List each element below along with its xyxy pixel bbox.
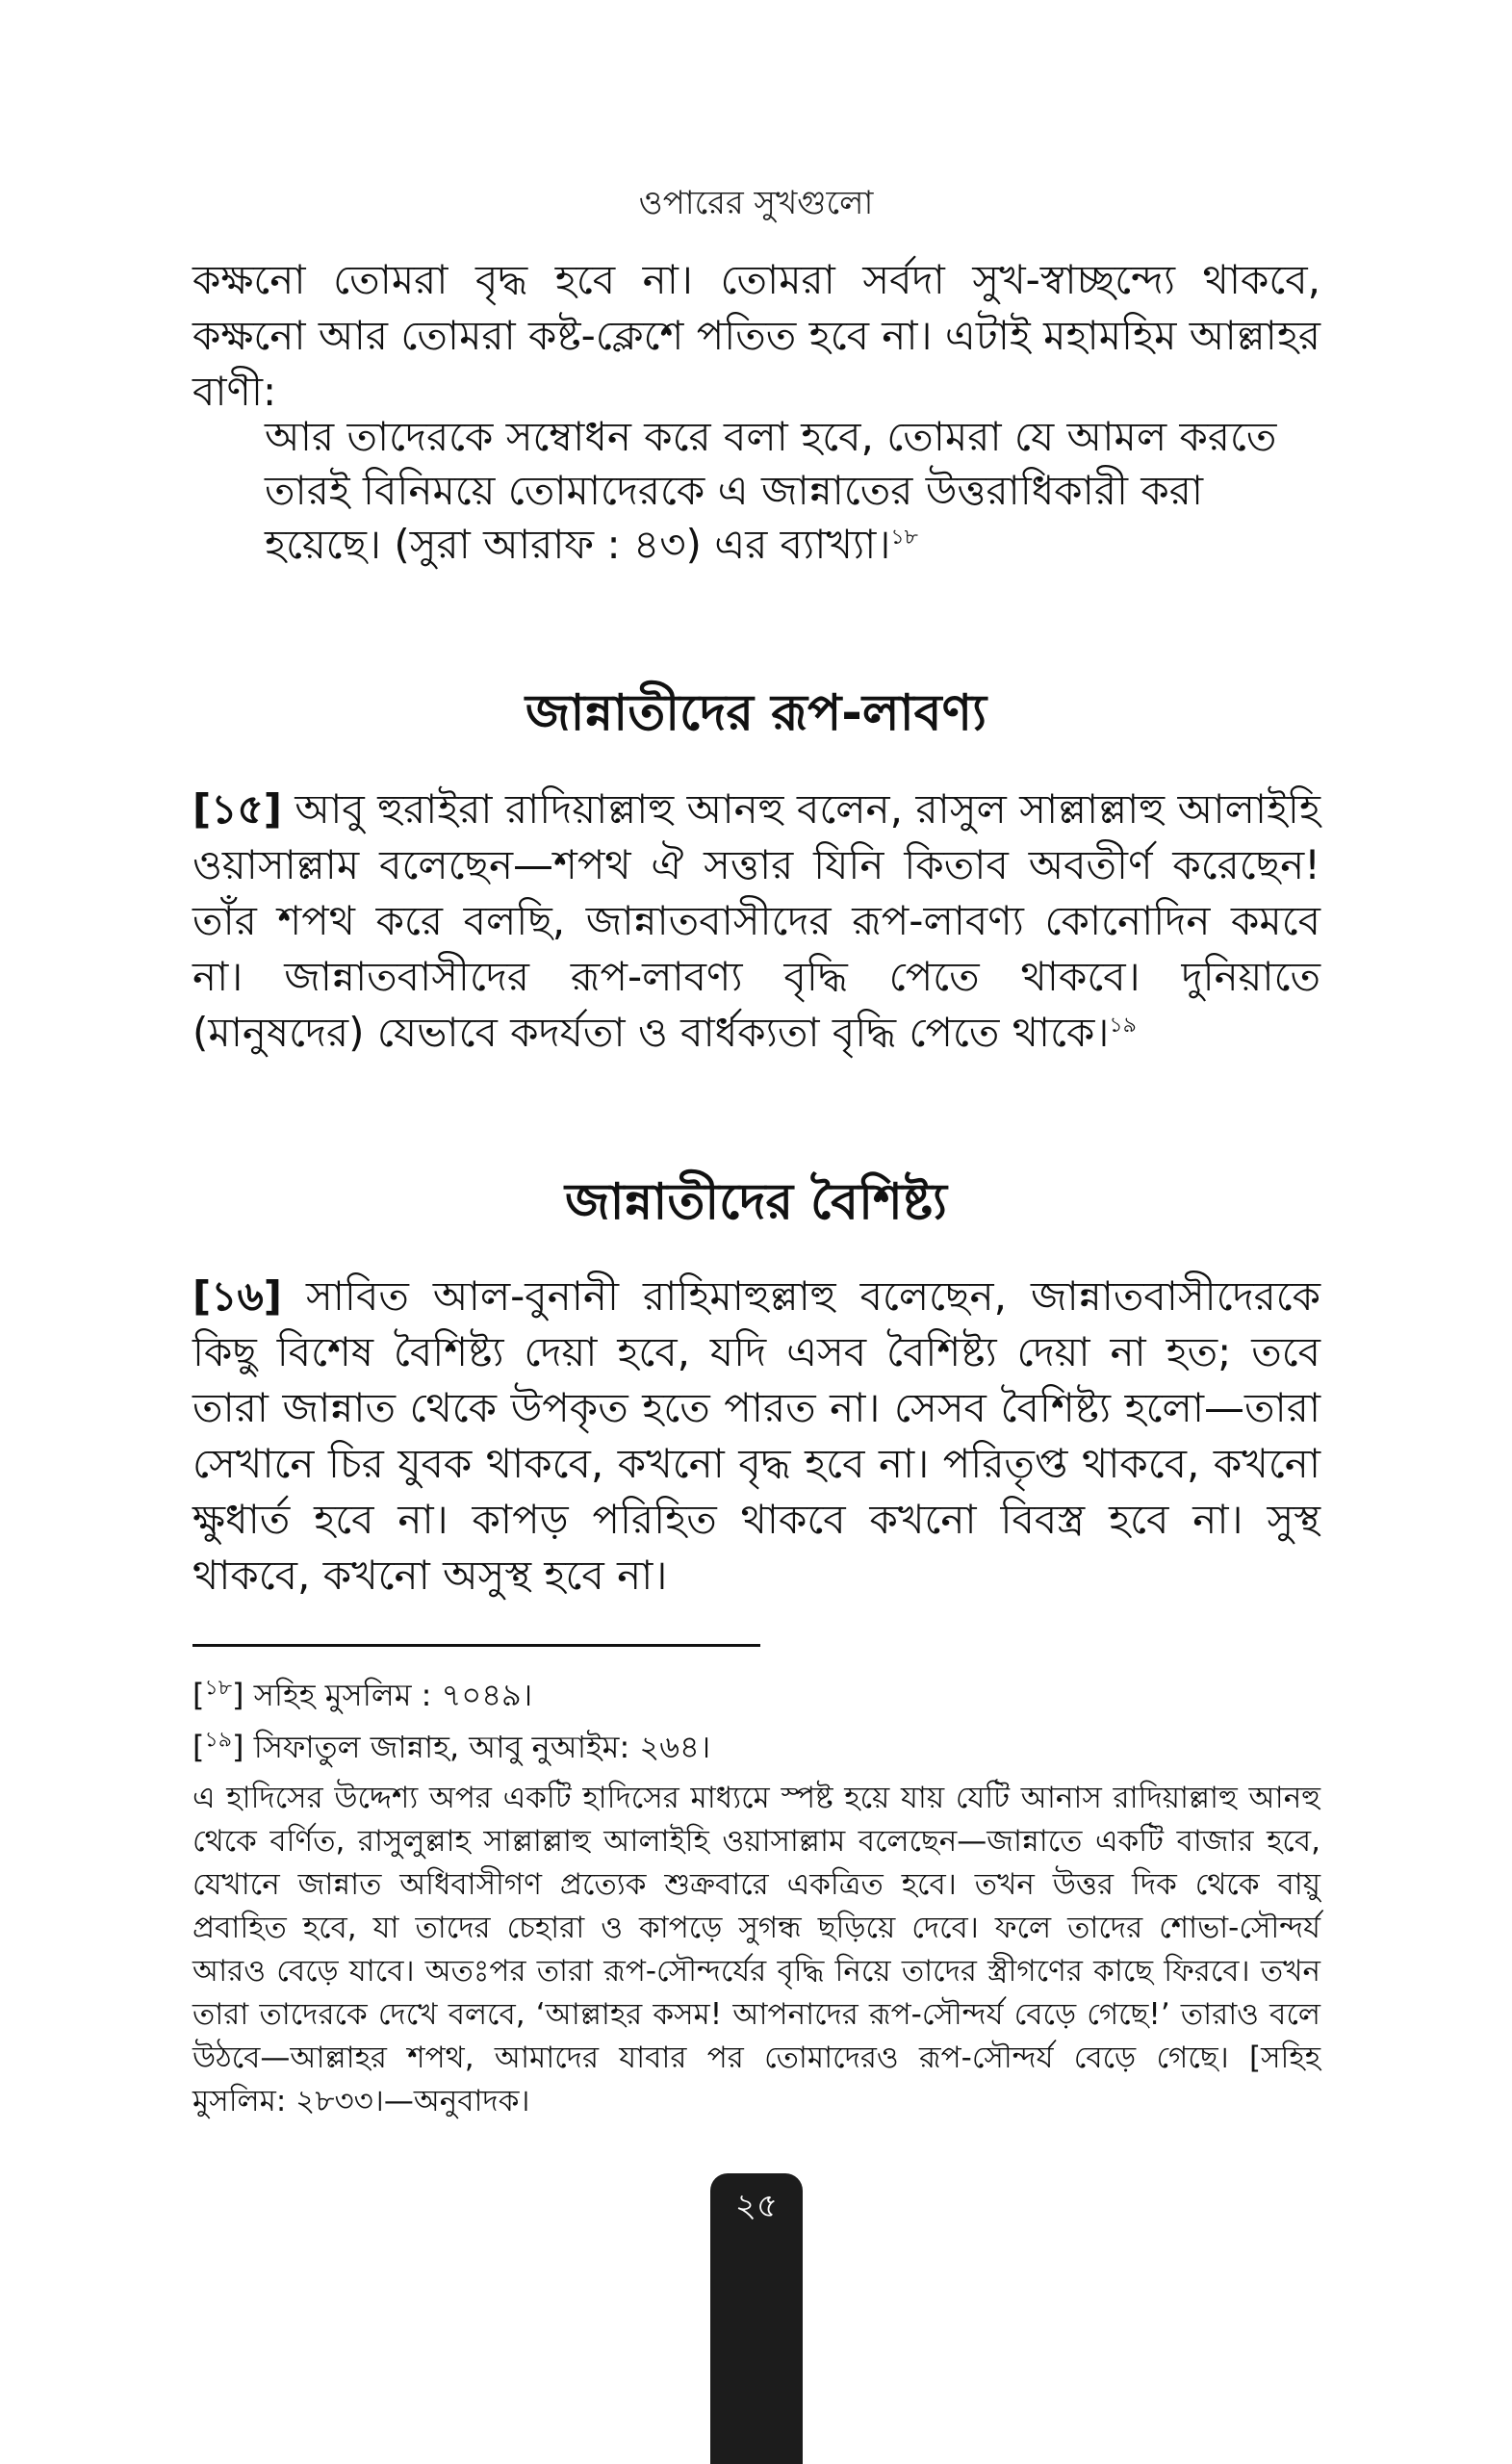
footnote-18-close: ] xyxy=(232,1677,244,1713)
running-header: ওপারের সুখগুলো xyxy=(638,184,874,222)
section-heading-beauty: জান্নাতীদের রূপ-লাবণ্য xyxy=(525,684,987,742)
hadith-number-16: [১৬] xyxy=(192,1272,282,1320)
footnote-18 xyxy=(192,1673,1320,1717)
hadith-15-text: আবু হুরাইরা রাদিয়াল্লাহু আনহু বলেন, রাসুল সাল্লাল্লাহু আলাইহি ওয়াসাল্লাম বলেছেন—শপথ ঐ সত্তার যিনি কিতাব অবতীর্ণ করেছেন! তাঁর শপথ করে বলছি, জান্নাতবাসীদের রূপ-লাবণ্য কোনোদিন কমবে না। জান্নাতবাসীদের রূপ-লাবণ্য বৃদ্ধি পেতে থাকবে। দুনিয়াতে (মানুষদের) যেভাবে কদর্যতা ও বার্ধক্যতা বৃদ্ধি পেতে থাকে। xyxy=(192,785,1320,1056)
page-number-tab xyxy=(710,2173,803,2464)
hadith-16-paragraph xyxy=(192,1269,1320,1604)
hadith-16-text: সাবিত আল-বুনানী রাহিমাহুল্লাহু বলেছেন, জান্নাতবাসীদেরকে কিছু বিশেষ বৈশিষ্ট্য দেয়া হবে, যদি এসব বৈশিষ্ট্য দেয়া না হত; তবে তারা জান্নাত থেকে উপকৃত হতে পারত না। সেসব বৈশিষ্ট্য হলো—তারা সেখানে চির যুবক থাকবে, কখনো বৃদ্ধ হবে না। পরিতৃপ্ত থাকবে, কখনো ক্ষুধার্ত হবে না। কাপড় পরিহিত থাকবে কখনো বিবস্ত্র হবে না। সুস্থ থাকবে, কখনো অসুস্থ হবে না। xyxy=(192,1272,1320,1599)
footnote-19-mark: ১৯ xyxy=(204,1728,233,1753)
quran-quote xyxy=(265,410,1285,572)
footnotes xyxy=(192,1673,1320,2123)
intro-block xyxy=(192,252,1320,420)
footnote-divider xyxy=(192,1644,760,1647)
hadith-15-paragraph xyxy=(192,782,1320,1061)
section-heading-traits: জান্নাতীদের বৈশিষ্ট্য xyxy=(564,1173,948,1231)
footnote-19-close: ] xyxy=(232,1729,244,1765)
footnote-18-open: [ xyxy=(192,1677,205,1713)
section-beauty-body xyxy=(192,782,1320,1061)
footnote-19-explanation: এ হাদিসের উদ্দেশ্য অপর একটি হাদিসের মাধ্যমে স্পষ্ট হয়ে যায় যেটি আনাস রাদিয়াল্লাহু আনহু থেকে বর্ণিত, রাসুলুল্লাহ সাল্লাল্লাহু আলাইহি ওয়াসাল্লাম বলেছেন—জান্নাতে একটি বাজার হবে, যেখানে জান্নাত অধিবাসীগণ প্রত্যেক শুক্রবারে একত্রিত হবে। তখন উত্তর দিক থেকে বায়ু প্রবাহিত হবে, যা তাদের চেহারা ও কাপড়ে সুগন্ধ ছড়িয়ে দেবে। ফলে তাদের শোভা-সৌন্দর্য আরও বেড়ে যাবে। অতঃপর তারা রূপ-সৌন্দর্যের বৃদ্ধি নিয়ে তাদের স্ত্রীগণের কাছে ফিরবে। তখন তারা তাদেরকে দেখে বলবে, ‘আল্লাহর কসম! আপনাদের রূপ-সৌন্দর্য বেড়ে গেছে!’ তারাও বলে উঠবে—আল্লাহর শপথ, আমাদের যাবার পর তোমাদেরও রূপ-সৌন্দর্য বেড়ে গেছে। [সহিহ মুসলিম: ২৮৩৩।—অনুবাদক। xyxy=(192,1781,1320,2118)
footnote-19 xyxy=(192,1725,1320,1769)
footnote-18-text: সহিহ মুসলিম : ৭০৪৯। xyxy=(253,1677,533,1713)
page-number: ২৫ xyxy=(734,2187,779,2225)
footnote-19-text: সিফাতুল জান্নাহ, আবু নুআইম: ২৬৪। xyxy=(253,1729,711,1765)
footnote-ref-19[interactable]: ১৯ xyxy=(1109,1014,1137,1038)
footnote-ref-18[interactable]: ১৮ xyxy=(890,526,918,550)
quote-text: আর তাদেরকে সম্বোধন করে বলা হবে, তোমরা যে আমল করতে তারই বিনিময়ে তোমাদেরকে এ জান্নাতের উত্তরাধিকারী করা হয়েছে। (সুরা আরাফ : ৪৩) এর ব্যাখ্যা। xyxy=(265,413,1277,568)
footnote-18-mark: ১৮ xyxy=(204,1676,233,1701)
section-traits-body xyxy=(192,1269,1320,1604)
intro-paragraph: কক্ষনো তোমরা বৃদ্ধ হবে না। তোমরা সর্বদা সুখ-স্বাচ্ছন্দ্যে থাকবে, কক্ষনো আর তোমরা কষ্ট-ক্লেশে পতিত হবে না। এটাই মহামহিম আল্লাহর বাণী: xyxy=(192,256,1320,415)
hadith-number-15: [১৫] xyxy=(192,785,282,833)
footnote-19-open: [ xyxy=(192,1729,205,1765)
